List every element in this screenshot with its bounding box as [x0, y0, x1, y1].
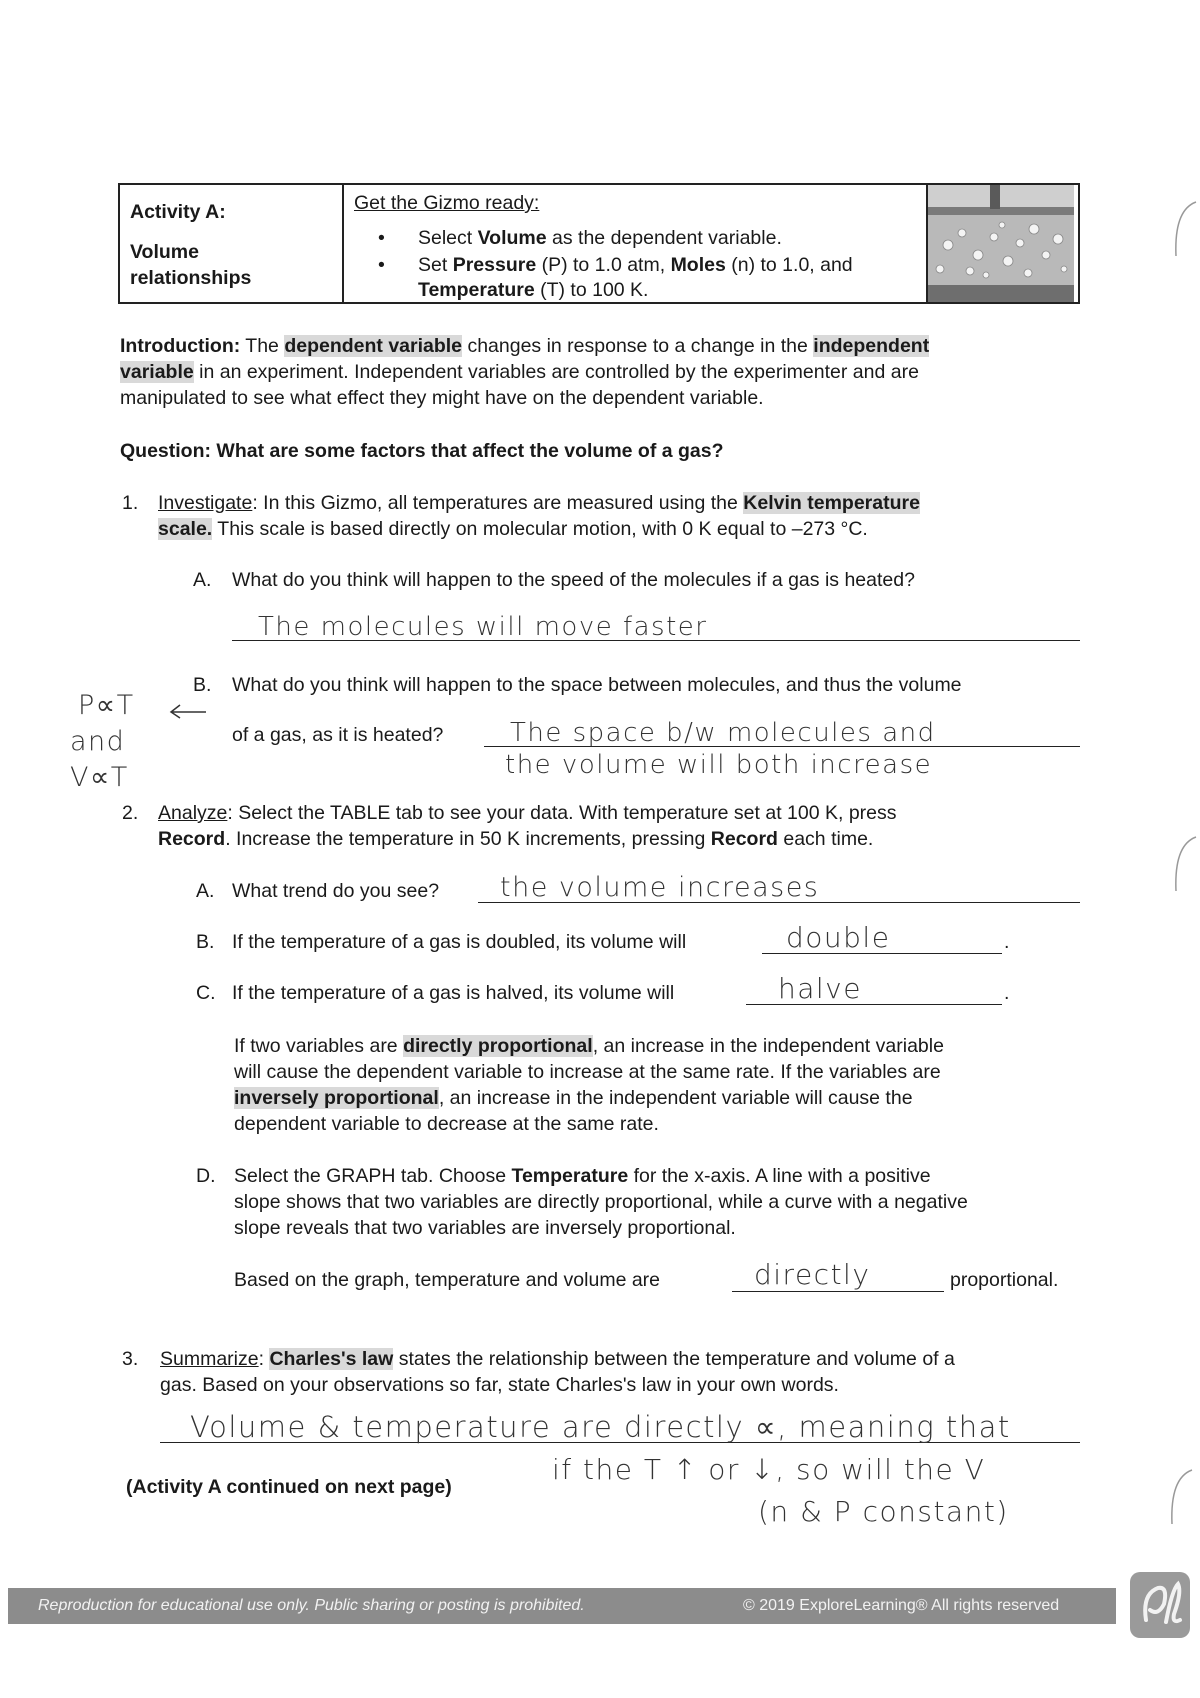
q3-line-1: Summarize: Charles's law states the relationship between the temperature and volume of a [160, 1348, 955, 1370]
q2-number: 2. [122, 802, 139, 824]
gas-container-image [928, 185, 1074, 302]
q2d-line-1: Select the GRAPH tab. Choose Temperature for the x-axis. A line with a positive [234, 1165, 931, 1187]
explorelearning-logo-icon [1128, 1570, 1192, 1640]
q1b-label: B. [193, 674, 212, 696]
margin-note-2: and [70, 726, 126, 757]
activity-subtitle-1: Volume [130, 241, 199, 263]
margin-note-1: P∝T [78, 690, 135, 721]
q3-answer-1: Volume & temperature are directly ∝, meaning that [190, 1410, 1011, 1444]
question-heading: Question: What are some factors that affect the volume of a gas? [120, 440, 724, 462]
q3-number: 3. [122, 1348, 139, 1370]
q2a-text: What trend do you see? [232, 880, 440, 902]
q2d-line-2: slope shows that two variables are directly proportional, while a curve with a negative [234, 1191, 968, 1213]
q3-answer-2: if the T ↑ or ↓, so will the V [552, 1453, 986, 1486]
q1a-answer: The molecules will move faster [258, 612, 708, 642]
q2b-label: B. [196, 931, 215, 953]
proportional-para-1: If two variables are directly proportional, an increase in the independent variable [234, 1035, 944, 1057]
gizmo-ready-heading: Get the Gizmo ready: [354, 192, 540, 214]
q3-answer-3: (n & P constant) [758, 1495, 1009, 1528]
q1b-text-1: What do you think will happen to the space between molecules, and thus the volume [232, 674, 962, 696]
q2-line-1: Analyze: Select the TABLE tab to see your data. With temperature set at 100 K, press [158, 802, 897, 824]
intro-line-2: variable in an experiment. Independent variables are controlled by the experimenter and are [120, 361, 919, 383]
q1-line-2: scale. This scale is based directly on molecular motion, with 0 K equal to –273 °C. [158, 518, 868, 540]
q2d-answer: directly [754, 1258, 871, 1291]
q2c-text: If the temperature of a gas is halved, its volume will [232, 982, 675, 1004]
q3-line-2: gas. Based on your observations so far, state Charles's law in your own words. [160, 1374, 839, 1396]
punch-mark-icon [1164, 1468, 1194, 1528]
proportional-para-3: inversely proportional, an increase in the independent variable will cause the [234, 1087, 913, 1109]
q1-line-1: Investigate: In this Gizmo, all temperatures are measured using the Kelvin temperature [158, 492, 920, 514]
q2a-answer: the volume increases [500, 872, 820, 903]
q1b-answer-2: the volume will both increase [505, 750, 933, 780]
continued-note: (Activity A continued on next page) [126, 1476, 452, 1498]
q2b-text: If the temperature of a gas is doubled, its volume will [232, 931, 687, 953]
q2-line-2: Record. Increase the temperature in 50 K increments, pressing Record each time. [158, 828, 874, 850]
gizmo-thumbnail [926, 185, 1078, 302]
footer-left: Reproduction for educational use only. Public sharing or posting is prohibited. [38, 1597, 585, 1614]
q2c-label: C. [196, 982, 216, 1004]
footer-right: © 2019 ExploreLearning® All rights reserved [743, 1597, 1060, 1614]
proportional-para-4: dependent variable to decrease at the same rate. [234, 1113, 659, 1135]
margin-note-3: V∝T [70, 762, 129, 793]
footer-bar [8, 1588, 1116, 1624]
punch-mark-icon [1168, 835, 1198, 895]
intro-line-3: manipulated to see what effect they might have on the dependent variable. [120, 387, 764, 409]
q2c-answer: halve [778, 972, 862, 1005]
q2c-period: . [1004, 982, 1010, 1004]
q1b-answer-1: The space b/w molecules and [510, 718, 936, 748]
activity-title: Activity A: [130, 201, 226, 223]
q2b-period: . [1004, 931, 1010, 953]
q2d-answer-line [732, 1291, 944, 1292]
arrow-left-icon [168, 700, 208, 720]
setup-bullet-2: • Set Pressure (P) to 1.0 atm, Moles (n) to 1.0, and [418, 252, 853, 278]
intro-line-1: Introduction: The dependent variable changes in response to a change in the independent [120, 335, 930, 357]
q2d-end: proportional. [950, 1269, 1059, 1291]
punch-mark-icon [1168, 200, 1198, 260]
proportional-para-2: will cause the dependent variable to increase at the same rate. If the variables are [234, 1061, 941, 1083]
setup-bullet-1: • Select Volume as the dependent variable. [418, 225, 782, 251]
activity-header-table [118, 183, 1080, 304]
q2a-label: A. [196, 880, 215, 902]
q2d-label: D. [196, 1165, 216, 1187]
q2d-line-3: slope reveals that two variables are inversely proportional. [234, 1217, 736, 1239]
q1b-text-2: of a gas, as it is heated? [232, 724, 444, 746]
setup-bullet-2-cont: Temperature (T) to 100 K. [418, 279, 649, 301]
activity-subtitle-2: relationships [130, 267, 252, 289]
q2b-answer: double [786, 921, 891, 954]
q1a-text: What do you think will happen to the speed of the molecules if a gas is heated? [232, 569, 915, 591]
activity-title-cell [120, 185, 344, 302]
q2d-question: Based on the graph, temperature and volume are [234, 1269, 661, 1291]
q1a-label: A. [193, 569, 212, 591]
q1-number: 1. [122, 492, 139, 514]
